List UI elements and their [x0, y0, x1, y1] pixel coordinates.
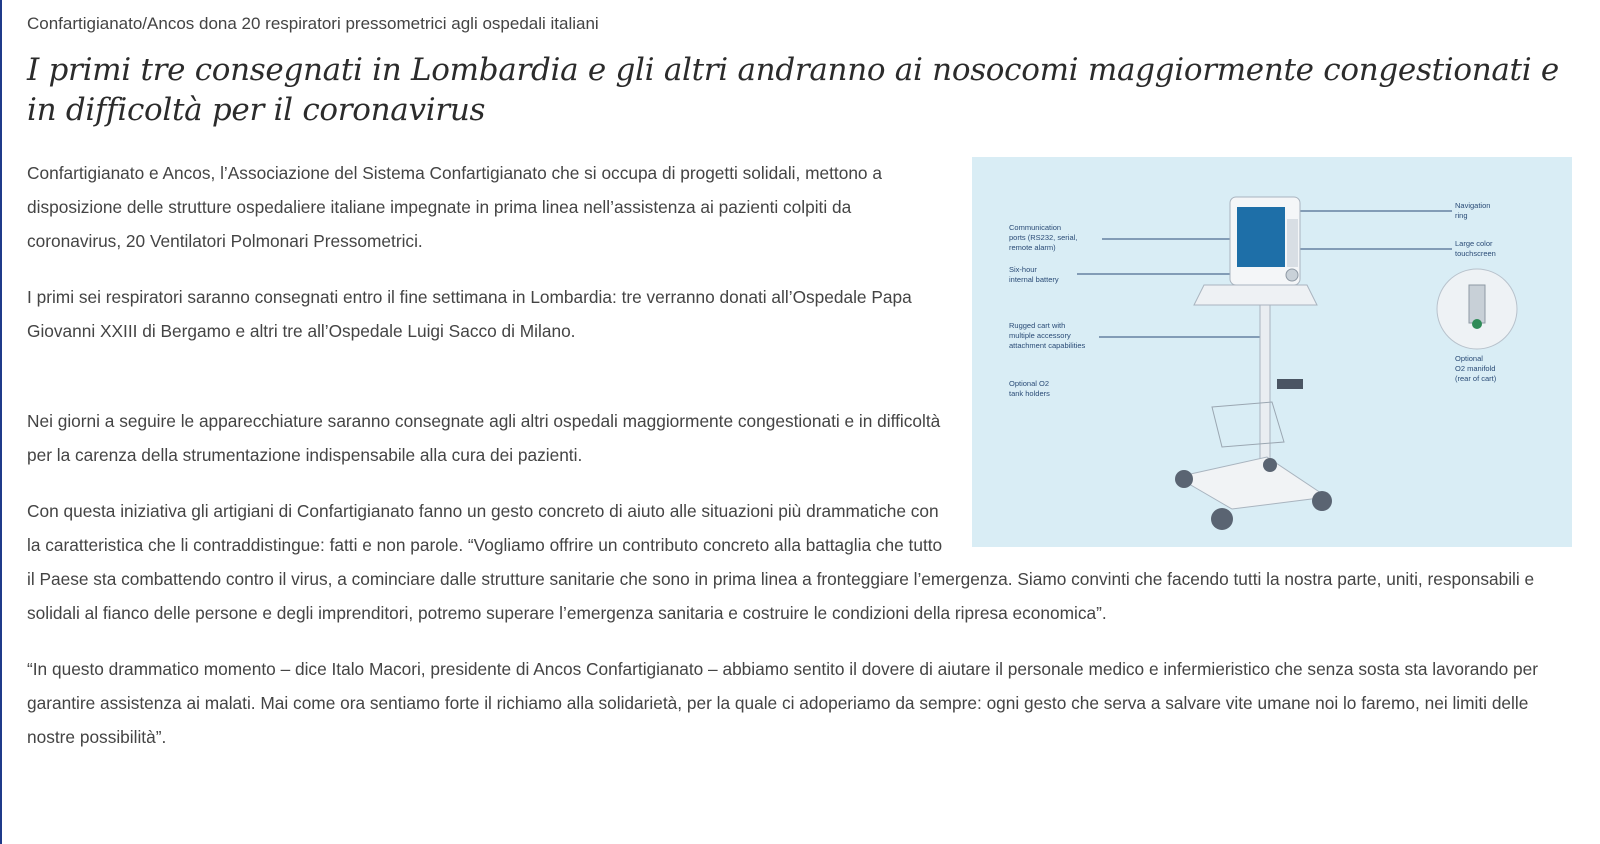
article-page	[2, 0, 1600, 844]
label-navigation-ring: Navigation ring	[1455, 201, 1491, 220]
article-paragraph: Con questa iniziativa gli artigiani di Confartigianato fanno un gesto concreto di aiuto alle situazioni più drammatiche con la caratteristica che li contraddistingue: fatti e non parole. “Vogliamo offrire un contributo concreto alla battaglia che tutto il Paese sta combattendo contro il virus, a cominciare dalle strutture sanitarie che sono in prima linea a fronteggiare l’emergenza. Siamo convinti che facendo tutti la nostra parte, uniti, responsabili e solidali al fianco delle persone e degli imprenditori, potremo superare l’emergenza sanitaria e costruire le condizioni della ripresa economica”.	[27, 501, 1535, 623]
article-paragraph: Confartigianato e Ancos, l’Associazione del Sistema Confartigianato che si occupa di progetti solidali, mettono a disposizione delle strutture ospedaliere italiane impegnate in prima linea nell’assistenza ai pazienti colpiti da coronavirus, 20 Ventilatori Polmonari Pressometrici.	[27, 163, 882, 251]
article-paragraph: I primi sei respiratori saranno consegnati entro il fine settimana in Lombardia: tre verranno donati all’Ospedale Papa Giovanni XXIII di Bergamo e altri tre all’Ospedale Luigi Sacco di Milano.	[27, 287, 912, 341]
article-body	[27, 156, 1572, 776]
article-paragraph: Nei giorni a seguire le apparecchiature saranno consegnate agli altri ospedali maggiormente congestionati e in difficoltà per la carenza della strumentazione indispensabile alla cura dei pazienti.	[27, 411, 941, 465]
label-rugged-cart: Rugged cart with multiple accessory attachment capabilities	[1009, 321, 1086, 350]
article-paragraph: “In questo drammatico momento – dice Italo Macori, presidente di Ancos Confartigianato – abbiamo sentito il dovere di aiutare il personale medico e infermieristico che senza sosta sta lavorando per garantire assistenza ai malati. Mai come ora sentiamo forte il richiamo alla solidarietà, per la quale ci adoperiamo da sempre: ogni gesto che serva a salvare vite umane noi lo faremo, nei limiti delle nostre possibilità”.	[27, 659, 1538, 747]
label-internal-battery: Six-hour internal battery	[1009, 265, 1059, 284]
article-kicker: Confartigianato/Ancos dona 20 respiratori pressometrici agli ospedali italiani	[27, 14, 599, 33]
label-communication-ports: Communication ports (RS232, serial, remote alarm)	[1009, 223, 1078, 252]
label-o2-manifold: Optional O2 manifold (rear of cart)	[1455, 354, 1497, 383]
label-tank-holders: Optional O2 tank holders	[1009, 379, 1050, 398]
ventilator-figure	[972, 157, 1572, 547]
article-headline: I primi tre consegnati in Lombardia e gli altri andranno ai nosocomi maggiormente congestionati e in difficoltà per il coronavirus	[27, 52, 1559, 128]
label-touchscreen: Large color touchscreen	[1455, 239, 1496, 258]
